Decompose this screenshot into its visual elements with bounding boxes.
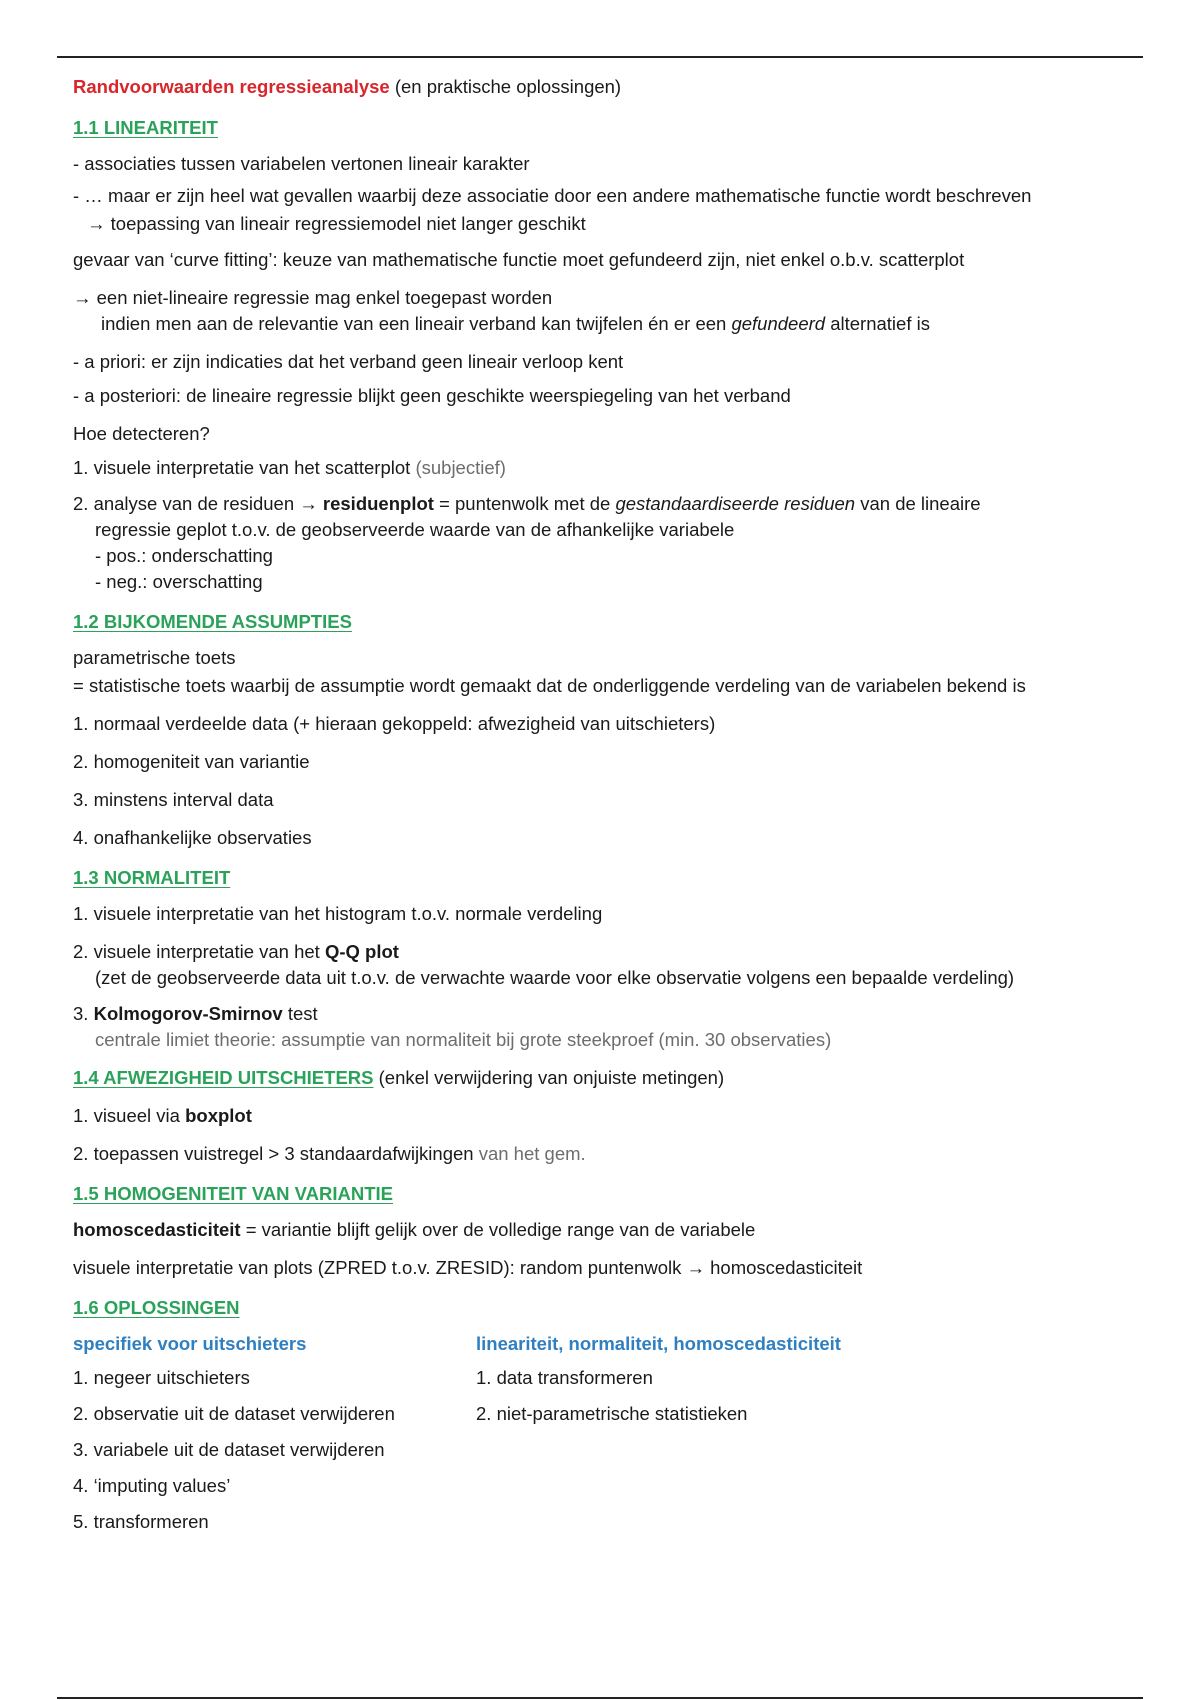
bold-text: Q-Q plot <box>324 941 399 962</box>
list-item: 5. transformeren <box>73 1511 209 1532</box>
text-line: = statistische toets waarbij de assumptie wordt gemaakt dat de onderliggende verdeling van de variabelen bekend is <box>73 675 1026 696</box>
text-span: 2. analyse van de residuen → <box>73 493 323 514</box>
list-item: 1. data transformeren <box>476 1367 653 1388</box>
section-heading-outliers <box>73 1065 1133 1091</box>
text-span: 2. toepassen vuistregel > 3 standaardafwijkingen <box>73 1143 479 1164</box>
text-span: van de lineaire <box>855 493 981 514</box>
text-line: Hoe detecteren? <box>73 423 210 444</box>
text-line: - a priori: er zijn indicaties dat het verband geen lineair verloop kent <box>73 351 624 372</box>
text-span: = variantie blijft gelijk over de volledige range van de variabele <box>240 1219 756 1240</box>
text-line: - associaties tussen variabelen vertonen lineair karakter <box>73 153 530 174</box>
text-line: - a posteriori: de lineaire regressie blijkt geen geschikte weerspiegeling van het verband <box>73 385 791 406</box>
section-heading-normality: 1.3 NORMALITEIT <box>73 867 231 888</box>
text-line: - pos.: onderschatting <box>95 545 273 566</box>
text-span: alternatief is <box>825 313 930 334</box>
list-item: 2. niet-parametrische statistieken <box>476 1403 748 1424</box>
text-line: 2. homogeniteit van variantie <box>73 751 310 772</box>
text-span: 2. visuele interpretatie van het <box>73 941 325 962</box>
text-line: parametrische toets <box>73 647 236 668</box>
bottom-rule <box>57 1697 1143 1699</box>
bold-text: homoscedasticiteit <box>73 1219 241 1240</box>
text-line: centrale limiet theorie: assumptie van normaliteit bij grote steekproef (min. 30 observaties) <box>95 1029 832 1050</box>
text-line <box>73 939 1133 965</box>
text-line: 4. onafhankelijke observaties <box>73 827 312 848</box>
text-line <box>73 1103 1133 1129</box>
muted-text: (subjectief) <box>415 457 506 478</box>
text-line: → toepassing van lineair regressiemodel niet langer geschikt <box>87 213 586 234</box>
section-heading-solutions: 1.6 OPLOSSINGEN <box>73 1297 240 1318</box>
text-span: 1. visueel via <box>73 1105 186 1126</box>
bold-text: Kolmogorov-Smirnov <box>93 1003 283 1024</box>
text-line: → een niet-lineaire regressie mag enkel toegepast worden <box>73 287 553 308</box>
text-line <box>73 1141 1133 1167</box>
list-item: 4. ‘imputing values’ <box>73 1475 231 1496</box>
outliers-column <box>73 1331 395 1535</box>
text-line: regressie geplot t.o.v. de geobserveerde waarde van de afhankelijke variabele <box>95 519 735 540</box>
text-line: - … maar er zijn heel wat gevallen waarbij deze associatie door een andere mathematische functie wordt beschreven <box>73 185 1032 206</box>
section-heading-text: 1.4 AFWEZIGHEID UITSCHIETERS <box>73 1067 374 1088</box>
text-line: - neg.: overschatting <box>95 571 263 592</box>
document-title <box>73 74 1133 100</box>
text-span: indien men aan de relevantie van een lineair verband kan twijfelen én er een <box>101 313 732 334</box>
column-title: lineariteit, normaliteit, homoscedasticiteit <box>476 1333 841 1354</box>
list-item: 1. negeer uitschieters <box>73 1367 250 1388</box>
text-line <box>73 455 1133 481</box>
document-page <box>73 70 1133 1531</box>
list-item: 3. variabele uit de dataset verwijderen <box>73 1439 385 1460</box>
text-span: 3. <box>73 1003 94 1024</box>
bold-text: boxplot <box>185 1105 252 1126</box>
section-note: (enkel verwijdering van onjuiste metingen) <box>373 1067 725 1088</box>
text-span: test <box>282 1003 318 1024</box>
text-line <box>73 491 1133 517</box>
text-line <box>73 1001 1133 1027</box>
solutions-columns <box>73 1331 1133 1531</box>
section-heading-homogeneity: 1.5 HOMOGENITEIT VAN VARIANTIE <box>73 1183 394 1204</box>
subtitle-text: (en praktische oplossingen) <box>394 76 622 97</box>
text-line: visuele interpretatie van plots (ZPRED t.o.v. ZRESID): random puntenwolk → homoscedasticiteit <box>73 1257 863 1278</box>
emphasis-text: gestandaardiseerde residuen <box>615 493 856 514</box>
text-line: 3. minstens interval data <box>73 789 274 810</box>
text-span: 1. visuele interpretatie van het scatterplot <box>73 457 416 478</box>
bold-text: residuenplot <box>322 493 434 514</box>
emphasis-text: gefundeerd <box>731 313 826 334</box>
text-line: 1. normaal verdeelde data (+ hieraan gekoppeld: afwezigheid van uitschieters) <box>73 713 716 734</box>
text-line: gevaar van ‘curve fitting’: keuze van mathematische functie moet gefundeerd zijn, niet enkel o.b.v. scatterplot <box>73 249 965 270</box>
column-title: specifiek voor uitschieters <box>73 1333 307 1354</box>
title-text: Randvoorwaarden regressieanalyse <box>73 76 390 97</box>
text-line: (zet de geobserveerde data uit t.o.v. de verwachte waarde voor elke observatie volgens een bepaalde verdeling) <box>95 967 1015 988</box>
muted-text: van het gem. <box>478 1143 586 1164</box>
top-rule <box>57 56 1143 58</box>
text-line <box>73 1217 1133 1243</box>
assumptions-column <box>476 1331 841 1427</box>
text-line: 1. visuele interpretatie van het histogram t.o.v. normale verdeling <box>73 903 603 924</box>
section-heading-linearity: 1.1 LINEARITEIT <box>73 117 218 138</box>
section-heading-assumptions: 1.2 BIJKOMENDE ASSUMPTIES <box>73 611 352 632</box>
text-line <box>73 311 1133 337</box>
text-span: = puntenwolk met de <box>433 493 616 514</box>
list-item: 2. observatie uit de dataset verwijderen <box>73 1403 395 1424</box>
